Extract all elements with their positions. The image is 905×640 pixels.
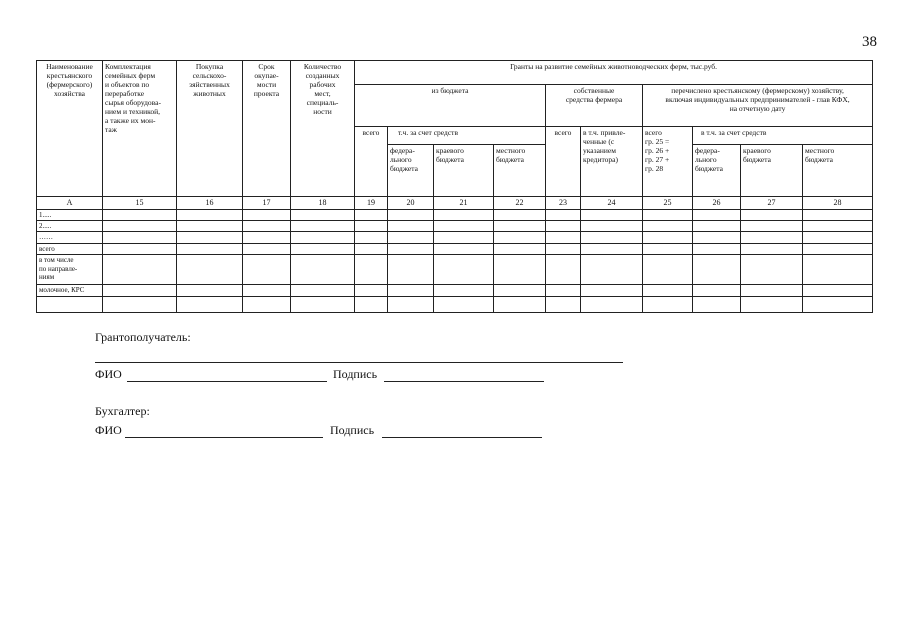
accountant-signature-field[interactable]	[382, 437, 542, 438]
grantee-signature-label: Подпись	[333, 367, 378, 381]
table-row	[37, 209, 873, 220]
column-number: 21	[434, 197, 494, 210]
header-total-23: всего	[546, 127, 581, 197]
table-row	[37, 285, 873, 296]
header-federal-20: федера- льного бюджета	[388, 145, 434, 197]
column-number: 22	[494, 197, 546, 210]
table-row	[37, 232, 873, 243]
header-local-22: местного бюджета	[494, 145, 546, 197]
column-number: 18	[291, 197, 355, 210]
table-row	[37, 220, 873, 231]
column-number: 24	[581, 197, 643, 210]
row-label: 2.....	[37, 220, 103, 231]
grantee-signature-field[interactable]	[384, 381, 544, 382]
column-number: 25	[643, 197, 693, 210]
row-label: в том числе по направле- ниям	[37, 255, 103, 285]
header-complect: Комплектация семейных ферм и объектов по переработке сырья оборудова- нием и техникой, а также их мон- таж	[103, 61, 177, 197]
page-number: 38	[862, 34, 877, 50]
header-total-formula: всего гр. 25 = гр. 26 + гр. 27 + гр. 28	[643, 127, 693, 197]
header-regional-21: краевого бюджета	[434, 145, 494, 197]
column-number: 16	[177, 197, 243, 210]
grantee-fio-label: ФИО	[95, 367, 122, 381]
header-incl-attracted: в т.ч. привле- ченные (с указанием кредитора)	[581, 127, 643, 197]
header-federal-26: федера- льного бюджета	[693, 145, 741, 197]
accountant-signature-label: Подпись	[330, 423, 375, 437]
row-label: 1.....	[37, 209, 103, 220]
header-jobs: Количество созданных рабочих мест, специаль- ности	[291, 61, 355, 197]
header-total-19: всего	[355, 127, 388, 197]
header-purchase: Покупка сельскохо- зяйственных животных	[177, 61, 243, 197]
grantee-label: Грантополучатель:	[95, 330, 191, 344]
row-label	[37, 296, 103, 312]
header-name: Наименование крестьянского (фермерского) хозяйства	[37, 61, 103, 197]
accountant-fio-label: ФИО	[95, 423, 122, 437]
column-number: 19	[355, 197, 388, 210]
header-local-28: местного бюджета	[803, 145, 873, 197]
accountant-label: Бухгалтер:	[95, 404, 150, 418]
row-label: молочное, КРС	[37, 285, 103, 296]
column-numbers-row	[37, 197, 873, 210]
column-number: 15	[103, 197, 177, 210]
row-label: всего	[37, 243, 103, 254]
header-incl-funds-2: в т.ч. за счет средств	[693, 127, 873, 145]
header-grants: Гранты на развитие семейных животноводческих ферм, тыс.руб.	[355, 61, 873, 85]
column-number: 28	[803, 197, 873, 210]
header-payback: Срок окупае- мости проекта	[243, 61, 291, 197]
accountant-fio-field[interactable]	[125, 437, 323, 438]
grantee-fio-field[interactable]	[127, 381, 327, 382]
header-transferred: перечислено крестьянскому (фермерскому) хозяйству, включая индивидуальных предпринимателей - глав КФХ, на отчетную дату	[643, 85, 873, 127]
table-row	[37, 296, 873, 312]
column-number: А	[37, 197, 103, 210]
header-incl-funds: т.ч. за счет средств	[388, 127, 546, 145]
column-number: 23	[546, 197, 581, 210]
column-number: 20	[388, 197, 434, 210]
column-number: 27	[741, 197, 803, 210]
header-regional-27: краевого бюджета	[741, 145, 803, 197]
grantee-name-line[interactable]	[95, 362, 623, 363]
column-number: 17	[243, 197, 291, 210]
grants-report-table	[36, 60, 873, 313]
table-row	[37, 255, 873, 285]
header-own-funds: собственные средства фермера	[546, 85, 643, 127]
row-label: ……	[37, 232, 103, 243]
column-number: 26	[693, 197, 741, 210]
header-from-budget: из бюджета	[355, 85, 546, 127]
table-row	[37, 243, 873, 254]
